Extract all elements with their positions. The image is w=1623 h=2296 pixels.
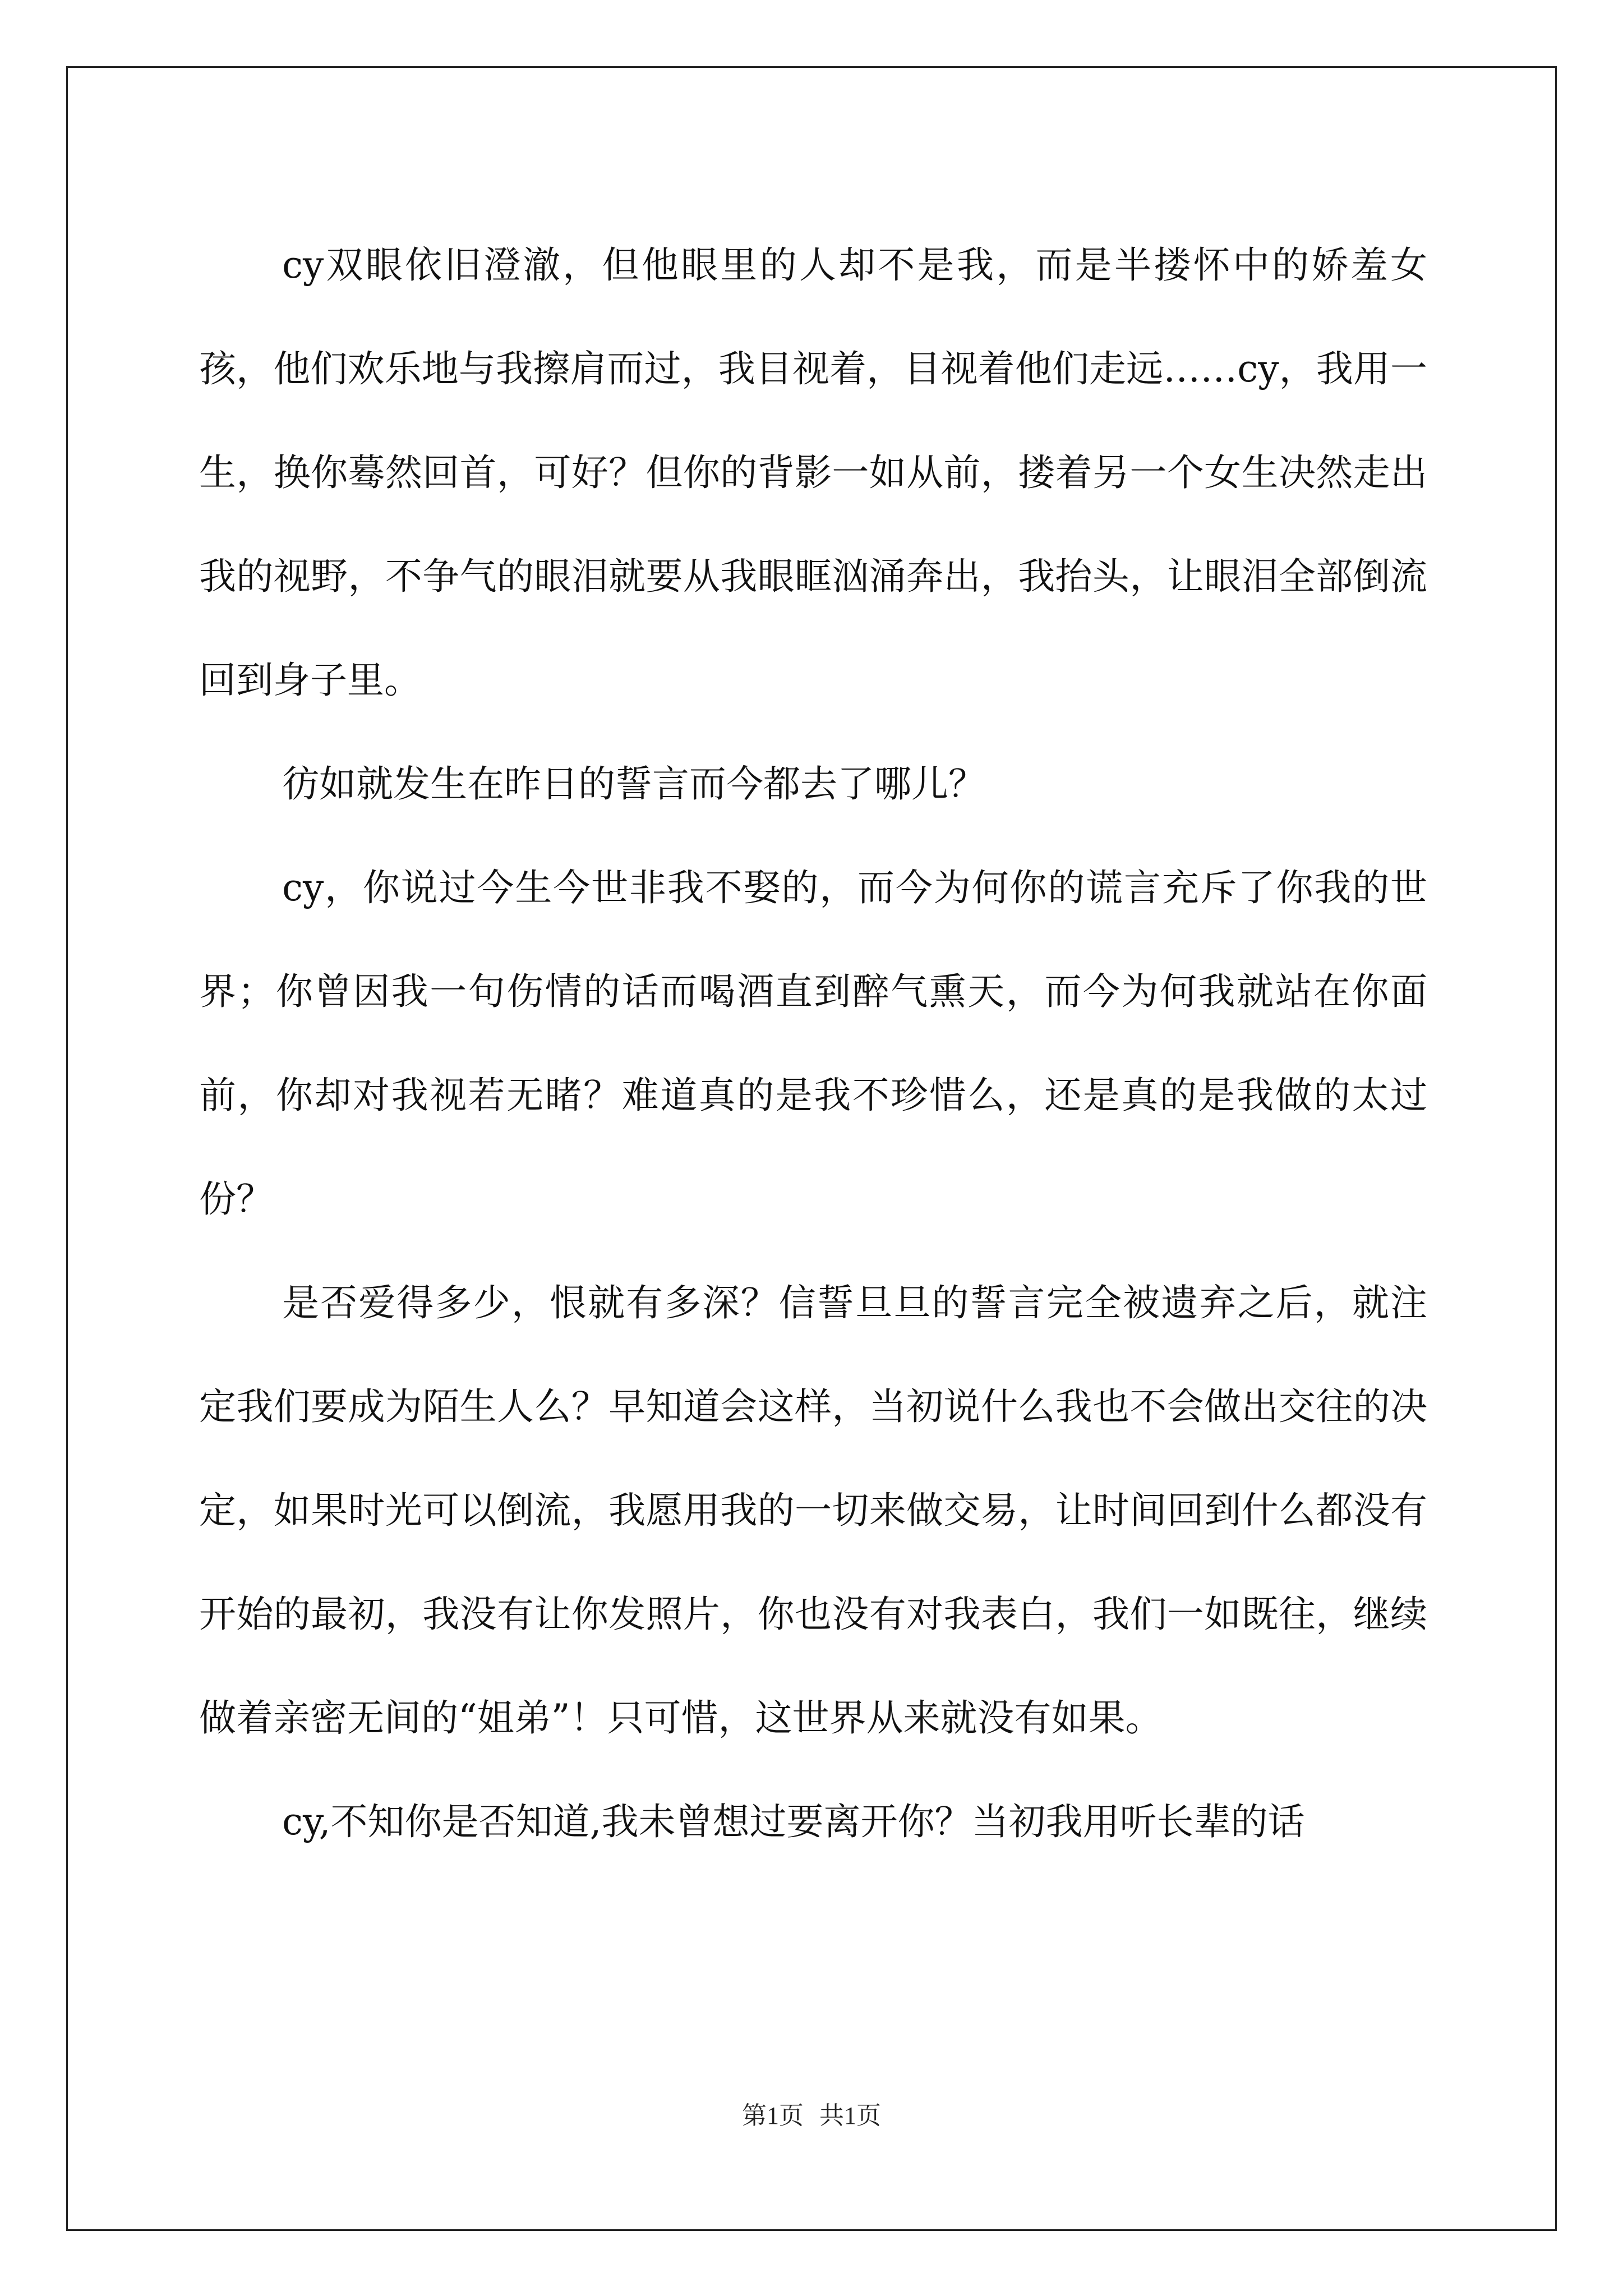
paragraph: cy，你说过今生今世非我不娶的，而今为何你的谎言充斥了你我的世界；你曾因我一句伤情的话而喝酒直到醉气熏天，而今为何我就站在你面前，你却对我视若无睹？难道真的是我不珍惜么，还是真的是我做的太过份？ [199, 866, 1427, 1221]
document-body [199, 213, 1427, 1874]
paragraph: cy,不知你是否知道,我未曾想过要离开你？当初我用听长辈的话 [282, 1800, 1305, 1843]
page-number: 第1页 [742, 2102, 804, 2129]
page-total: 共1页 [819, 2102, 881, 2129]
paragraph: 彷如就发生在昨日的誓言而今都去了哪儿？ [282, 762, 985, 806]
paragraph: cy双眼依旧澄澈，但他眼里的人却不是我，而是半搂怀中的娇羞女孩，他们欢乐地与我擦肩而过，我目视着，目视着他们走远……cy，我用一生，换你蓦然回首，可好？但你的背影一如从前，搂着另一个女生决然走出我的视野，不争气的眼泪就要从我眼眶汹涌奔出，我抬头，让眼泪全部倒流回到身子里。 [199, 243, 1427, 702]
paragraph: 是否爱得多少，恨就有多深？信誓旦旦的誓言完全被遗弃之后，就注定我们要成为陌生人么？早知道会这样，当初说什么我也不会做出交往的决定，如果时光可以倒流，我愿用我的一切来做交易，让时间回到什么都没有开始的最初，我没有让你发照片，你也没有对我表白，我们一如既往，继续做着亲密无间的“姐弟”！只可惜，这世界从来就没有如果。 [199, 1281, 1427, 1740]
page-footer [0, 2099, 1623, 2133]
